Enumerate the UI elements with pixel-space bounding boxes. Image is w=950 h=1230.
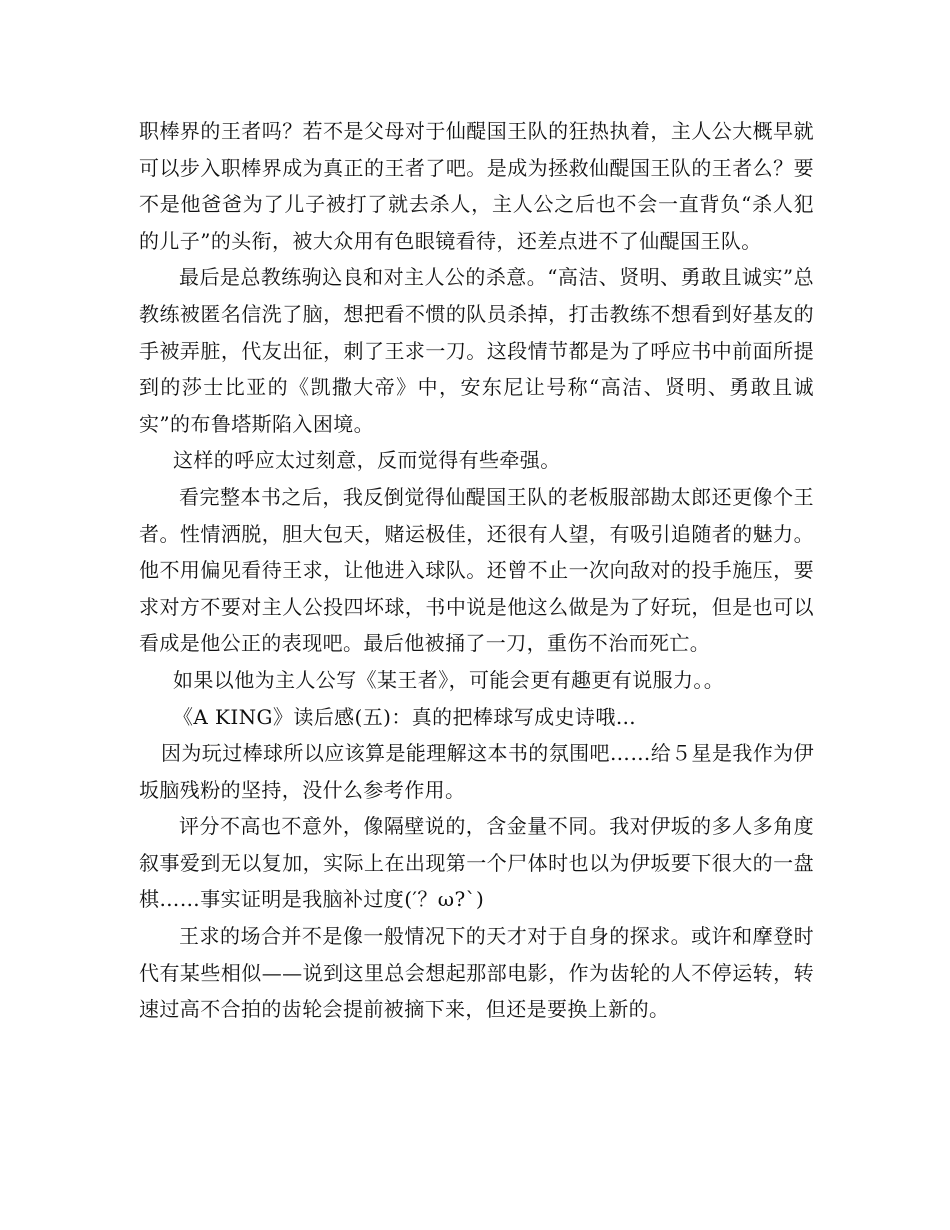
document-body xyxy=(139,113,814,1028)
paragraph-7: 评分不高也不意外，像隔壁说的，含金量不同。我对伊坂的多人多角度叙事爱到无以复加，实际上在出现第一个尸体时也以为伊坂要下很大的一盘棋……事实证明是我脑补过度(′？ω?`) xyxy=(139,814,814,912)
paragraph-8: 王求的场合并不是像一般情况下的天才对于自身的探求。或许和摩登时代有某些相似——说到这里总会想起那部电影，作为齿轮的人不停运转，转速过高不合拍的齿轮会提前被摘下来，但还是要换上新的。 xyxy=(139,924,814,1022)
paragraph-1: 职棒界的王者吗？若不是父母对于仙醍国王队的狂热执着，主人公大概早就可以步入职棒界成为真正的王者了吧。是成为拯救仙醍国王队的王者么？要不是他爸爸为了儿子被打了就去杀人，主人公之后也不会一直背负“杀人犯的儿子”的头衔，被大众用有色眼镜看待，还差点进不了仙醍国王队。 xyxy=(139,119,814,253)
paragraph-5: 如果以他为主人公写《某王者》，可能会更有趣更有说服力。。 xyxy=(173,667,725,692)
paragraph-4: 看完整本书之后，我反倒觉得仙醍国王队的老板服部勘太郎还更像个王者。性情洒脱，胆大包天，赌运极佳，还很有人望，有吸引追随者的魅力。他不用偏见看待王求，让他进入球队。还曾不止一次向敌对的投手施压，要求对方不要对主人公投四坏球，书中说是他这么做是为了好玩，但是也可以看成是他公正的表现吧。最后他被捅了一刀，重伤不治而死亡。 xyxy=(139,484,814,656)
paragraph-2: 最后是总教练驹込良和对主人公的杀意。“高洁、贤明、勇敢且诚实”总教练被匿名信洗了脑，想把看不惯的队员杀掉，打击教练不想看到好基友的手被弄脏，代友出征，刺了王求一刀。这段情节都是为了呼应书中前面所提到的莎士比亚的《凯撒大帝》中，安东尼让号称“高洁、贤明、勇敢且诚实”的布鲁塔斯陷入困境。 xyxy=(139,265,814,436)
section-heading: 《A KING》读后感(五)：真的把棒球写成史诗哦… xyxy=(173,704,637,729)
paragraph-6: 因为玩过棒球所以应该算是能理解这本书的氛围吧……给５星是我作为伊坂脑残粉的坚持，没什么参考作用。 xyxy=(139,741,814,802)
paragraph-3: 这样的呼应太过刻意，反而觉得有些牵强。 xyxy=(173,448,561,473)
